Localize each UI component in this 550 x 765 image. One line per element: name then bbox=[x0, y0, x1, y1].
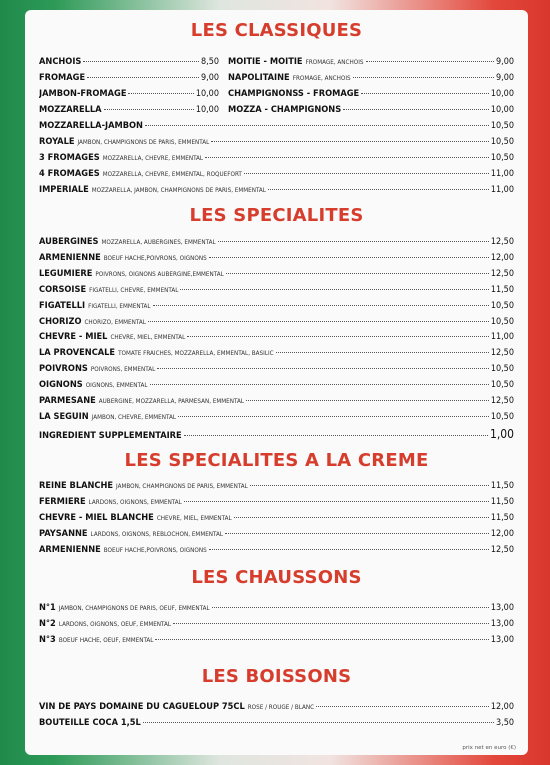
dot-leader bbox=[184, 435, 488, 436]
item-name: 4 FROMAGES bbox=[39, 167, 100, 179]
item-price: 12,50 bbox=[490, 544, 514, 555]
item-description: MOZZARELLA, AUBERGINES, EMMENTAL bbox=[101, 239, 216, 246]
item-description: LARDONS, OIGNONS, OEUF, EMMENTAL bbox=[58, 620, 172, 628]
item-price: 10,50 bbox=[490, 411, 514, 422]
section-title-boissons: LES BOISSONS bbox=[201, 666, 352, 687]
menu-item bbox=[39, 56, 219, 67]
dot-leader bbox=[157, 368, 489, 369]
item-price: 13,00 bbox=[490, 603, 514, 613]
menu-item bbox=[39, 284, 514, 295]
item-price: 10,50 bbox=[490, 316, 514, 327]
item-price: 10,00 bbox=[490, 104, 514, 115]
item-description: BOEUF HACHE,POIVRONS, OIGNONS bbox=[103, 254, 207, 262]
menu-item bbox=[39, 184, 514, 195]
menu-item bbox=[39, 544, 514, 555]
dot-leader bbox=[209, 257, 489, 258]
menu-item bbox=[39, 602, 514, 613]
item-name: PAYSANNE bbox=[39, 527, 88, 539]
item-description: POIVRONS, EMMENTAL bbox=[90, 366, 156, 374]
item-price: 13,00 bbox=[490, 618, 514, 629]
item-price: 1,00 bbox=[489, 426, 514, 441]
item-name: IMPERIALE bbox=[39, 183, 89, 195]
item-price: 9,00 bbox=[495, 72, 514, 83]
dot-leader bbox=[150, 384, 489, 385]
menu-item bbox=[228, 56, 514, 67]
dot-leader bbox=[212, 607, 489, 608]
item-name: LA SEGUIN bbox=[39, 410, 89, 422]
item-price: 8,50 bbox=[200, 57, 219, 67]
item-price: 12,00 bbox=[490, 252, 514, 263]
item-description: LARDONS, OIGNONS, REBLOCHON, EMMENTAL bbox=[90, 530, 224, 538]
item-name: ROYALE bbox=[39, 135, 75, 147]
item-name: N°3 bbox=[39, 633, 56, 645]
item-price: 9,00 bbox=[495, 57, 514, 67]
item-description: FROMAGE, ANCHOIS bbox=[305, 59, 364, 66]
item-name: MOZZA - CHAMPIGNONS bbox=[228, 103, 342, 115]
item-name: INGREDIENT SUPPLEMENTAIRE bbox=[39, 429, 182, 441]
menu-item bbox=[39, 300, 514, 311]
item-price: 10,50 bbox=[490, 380, 514, 391]
menu-item bbox=[39, 395, 514, 406]
item-price: 10,00 bbox=[195, 88, 219, 99]
dot-leader bbox=[209, 549, 489, 550]
item-price: 11,50 bbox=[490, 496, 514, 507]
menu-item bbox=[39, 363, 514, 374]
section-title-specialites: LES SPECIALITES bbox=[189, 205, 364, 226]
menu-item bbox=[39, 120, 514, 131]
item-price: 12,00 bbox=[490, 702, 514, 712]
item-name: CHAMPIGNONSS - FROMAGE bbox=[228, 87, 360, 99]
menu-item bbox=[39, 427, 514, 441]
item-name: AUBERGINES bbox=[39, 236, 99, 247]
dot-leader bbox=[343, 109, 489, 110]
item-price: 10,00 bbox=[195, 104, 219, 115]
menu-item bbox=[39, 528, 514, 539]
dot-leader bbox=[178, 416, 489, 417]
dot-leader bbox=[226, 273, 489, 274]
menu-item bbox=[39, 496, 514, 507]
menu-item bbox=[228, 72, 514, 83]
item-description: JAMBON, CHEVRE, EMMENTAL bbox=[91, 413, 176, 421]
dot-leader bbox=[180, 289, 488, 290]
item-description: BOEUF HACHE,POIVRONS, OIGNONS bbox=[103, 546, 207, 554]
item-name: ANCHOIS bbox=[39, 56, 82, 67]
item-price: 10,50 bbox=[490, 121, 514, 131]
menu-item bbox=[39, 136, 514, 147]
item-description: CHEVRE, MIEL, EMMENTAL bbox=[156, 514, 232, 522]
item-name: FROMAGE bbox=[39, 71, 86, 83]
item-price: 11,50 bbox=[490, 284, 514, 295]
item-price: 12,50 bbox=[490, 348, 514, 359]
item-name: OIGNONS bbox=[39, 379, 83, 391]
item-price: 10,50 bbox=[490, 152, 514, 163]
item-price: 10,00 bbox=[490, 88, 514, 99]
item-price: 10,50 bbox=[490, 136, 514, 147]
dot-leader bbox=[316, 706, 489, 707]
dot-leader bbox=[143, 722, 494, 723]
item-description: FIGATELLI, CHEVRE, EMMENTAL bbox=[89, 286, 179, 294]
item-name: LEGUMIERE bbox=[39, 267, 93, 279]
item-price: 11,50 bbox=[490, 481, 514, 491]
item-name: N°2 bbox=[39, 617, 56, 629]
item-description: CHEVRE, MIEL, EMMENTAL bbox=[110, 334, 186, 342]
item-description: ROSE / ROUGE / BLANC bbox=[247, 704, 315, 711]
item-description: FROMAGE, ANCHOIS bbox=[292, 74, 351, 82]
item-name: REINE BLANCHE bbox=[39, 480, 114, 491]
item-name: NAPOLITAINE bbox=[228, 71, 290, 83]
item-name: ARMENIENNE bbox=[39, 543, 101, 555]
section-title-chaussons: LES CHAUSSONS bbox=[191, 567, 362, 588]
item-price: 11,00 bbox=[490, 332, 514, 343]
dot-leader bbox=[153, 305, 489, 306]
dot-leader bbox=[234, 517, 489, 518]
dot-leader bbox=[218, 241, 489, 242]
menu-item bbox=[39, 480, 514, 491]
section-title-classiques: LES CLASSIQUES bbox=[190, 20, 363, 41]
dot-leader bbox=[187, 336, 489, 337]
dot-leader bbox=[104, 109, 194, 110]
menu-item bbox=[39, 104, 219, 115]
item-name: 3 FROMAGES bbox=[39, 151, 100, 163]
item-price: 3,50 bbox=[495, 717, 514, 728]
item-name: MOZZARELLA-JAMBON bbox=[39, 120, 143, 131]
item-name: CHORIZO bbox=[39, 315, 82, 327]
menu-item bbox=[228, 88, 514, 99]
menu-item bbox=[39, 168, 514, 179]
item-name: POIVRONS bbox=[39, 363, 88, 375]
item-description: JAMBON, CHAMPIGNONS DE PARIS, OEUF, EMMENTAL bbox=[58, 605, 210, 612]
menu-item bbox=[39, 379, 514, 390]
item-description: MOZZARELLA, JAMBON, CHAMPIGNONS DE PARIS, EMMENTAL bbox=[91, 186, 266, 194]
dot-leader bbox=[276, 352, 489, 353]
menu-item bbox=[39, 347, 514, 358]
menu-item bbox=[39, 88, 219, 99]
item-name: LA PROVENCALE bbox=[39, 347, 116, 359]
item-description: AUBERGINE, MOZZARELLA, PARMESAN, EMMENTAL bbox=[98, 398, 244, 405]
item-description: CHORIZO, EMMENTAL bbox=[84, 318, 146, 326]
menu-card bbox=[25, 10, 528, 755]
menu-item bbox=[39, 618, 514, 629]
dot-leader bbox=[128, 93, 193, 94]
item-name: VIN DE PAYS DOMAINE DU CAGUELOUP 75CL bbox=[39, 701, 245, 712]
item-price: 11,50 bbox=[490, 512, 514, 523]
menu-item bbox=[228, 104, 514, 115]
menu-item bbox=[39, 717, 514, 728]
menu-item bbox=[39, 252, 514, 263]
item-name: CHEVRE - MIEL BLANCHE bbox=[39, 511, 154, 523]
dot-leader bbox=[361, 93, 489, 94]
menu-item bbox=[39, 701, 514, 712]
item-description: LARDONS, OIGNONS, EMMENTAL bbox=[88, 498, 182, 506]
dot-leader bbox=[205, 157, 489, 158]
item-name: N°1 bbox=[39, 602, 56, 613]
menu-item bbox=[39, 152, 514, 163]
dot-leader bbox=[184, 501, 489, 502]
dot-leader bbox=[155, 639, 488, 640]
item-description: JAMBON, CHAMPIGNONS DE PARIS, EMMENTAL bbox=[77, 138, 210, 146]
dot-leader bbox=[83, 61, 199, 62]
menu-item bbox=[39, 634, 514, 645]
menu-item bbox=[39, 316, 514, 327]
section-title-creme: LES SPECIALITES A LA CREME bbox=[124, 450, 429, 471]
dot-leader bbox=[353, 77, 494, 78]
menu-item bbox=[39, 331, 514, 342]
item-price: 10,50 bbox=[490, 300, 514, 311]
item-name: CORSOISE bbox=[39, 283, 87, 295]
dot-leader bbox=[148, 321, 489, 322]
item-description: BOEUF HACHE, OEUF, EMMENTAL bbox=[58, 636, 154, 644]
item-price: 10,50 bbox=[490, 364, 514, 375]
price-footnote: prix net en euro (€) bbox=[462, 745, 516, 751]
item-price: 12,00 bbox=[490, 528, 514, 539]
item-description: TOMATE FRAICHES, MOZZARELLA, EMMENTAL, BASILIC bbox=[118, 350, 274, 358]
dot-leader bbox=[244, 173, 489, 174]
item-price: 13,00 bbox=[490, 634, 514, 645]
item-price: 12,50 bbox=[490, 396, 514, 406]
item-price: 12,50 bbox=[490, 237, 514, 247]
menu-item bbox=[39, 72, 219, 83]
dot-leader bbox=[225, 533, 489, 534]
dot-leader bbox=[250, 485, 489, 486]
item-description: MOZZARELLA, CHEVRE, EMMENTAL, ROQUEFORT bbox=[102, 170, 242, 178]
item-name: MOITIE - MOITIE bbox=[228, 56, 303, 67]
item-description: FIGATELLI, EMMENTAL bbox=[88, 302, 151, 310]
item-name: FERMIERE bbox=[39, 495, 86, 507]
item-description: MOZZARELLA, CHEVRE, EMMENTAL bbox=[102, 154, 204, 162]
item-name: JAMBON-FROMAGE bbox=[39, 87, 127, 99]
dot-leader bbox=[145, 125, 489, 126]
dot-leader bbox=[211, 141, 489, 142]
dot-leader bbox=[173, 623, 489, 624]
item-description: JAMBON, CHAMPIGNONS DE PARIS, EMMENTAL bbox=[116, 483, 248, 490]
item-name: BOUTEILLE COCA 1,5L bbox=[39, 716, 141, 728]
dot-leader bbox=[268, 189, 489, 190]
item-description: OIGNONS, EMMENTAL bbox=[85, 382, 148, 390]
dot-leader bbox=[87, 77, 199, 78]
menu-item bbox=[39, 512, 514, 523]
item-price: 11,00 bbox=[490, 184, 514, 195]
dot-leader bbox=[246, 400, 489, 401]
item-name: MOZZARELLA bbox=[39, 103, 102, 115]
item-name: FIGATELLI bbox=[39, 299, 86, 311]
item-name: ARMENIENNE bbox=[39, 251, 101, 263]
menu-item bbox=[39, 411, 514, 422]
item-name: CHEVRE - MIEL bbox=[39, 331, 108, 343]
item-price: 12,50 bbox=[490, 268, 514, 279]
item-description: POIVRONS, OIGNONS AUBERGINE,EMMENTAL bbox=[95, 270, 224, 278]
menu-item bbox=[39, 236, 514, 247]
dot-leader bbox=[366, 61, 494, 62]
item-price: 11,00 bbox=[490, 168, 514, 179]
item-price: 9,00 bbox=[200, 72, 219, 83]
item-name: PARMESANE bbox=[39, 395, 96, 406]
menu-item bbox=[39, 268, 514, 279]
